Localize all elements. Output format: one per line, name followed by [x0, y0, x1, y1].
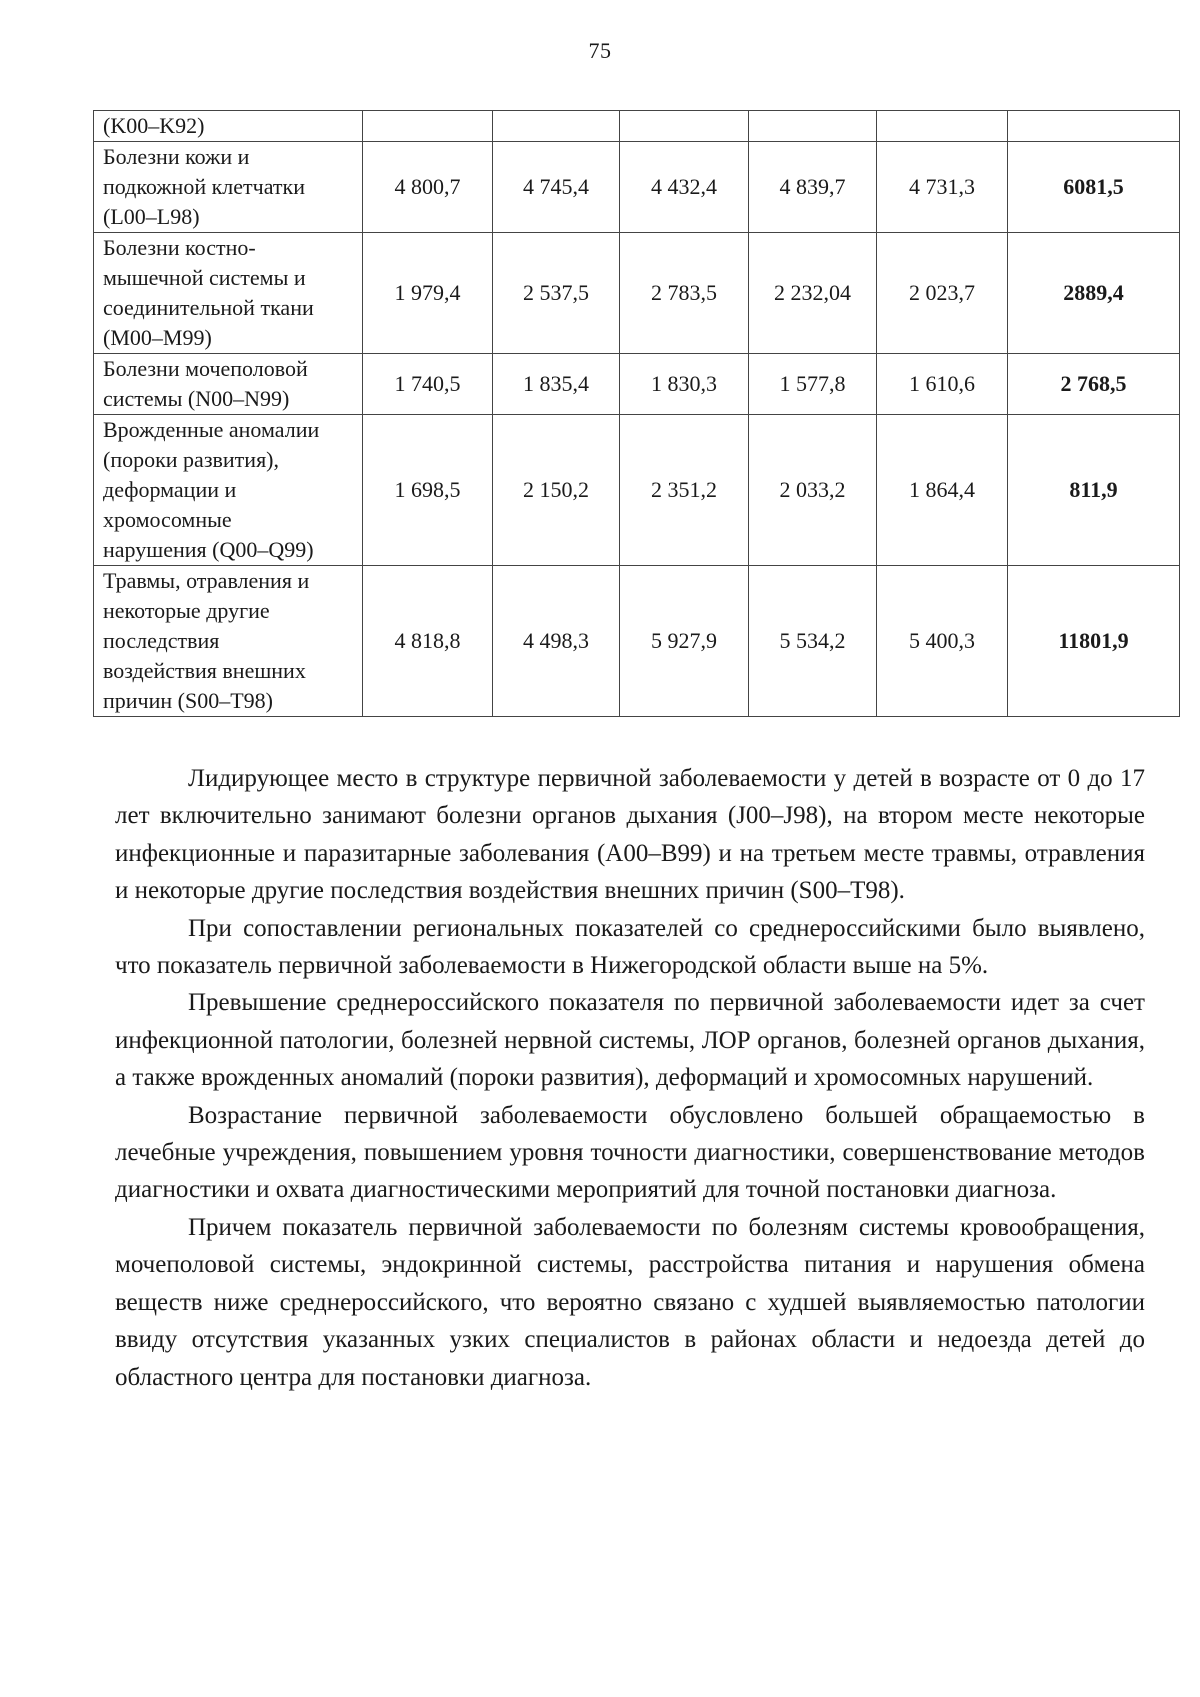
value-cell: 1 835,4	[493, 354, 620, 415]
total-cell: 11801,9	[1008, 566, 1180, 717]
table-row	[94, 354, 1180, 415]
total-cell: 6081,5	[1008, 142, 1180, 233]
page-number: 75	[588, 38, 612, 63]
value-cell	[620, 111, 749, 142]
value-cell: 4 498,3	[493, 566, 620, 717]
value-cell: 2 232,04	[749, 233, 877, 354]
table-row	[94, 233, 1180, 354]
value-cell: 1 698,5	[363, 415, 493, 566]
value-cell	[749, 111, 877, 142]
paragraph: Превышение среднероссийского показателя по первичной заболеваемости идет за счет инфекционной патологии, болезней нервной системы, ЛОР органов, болезней органов дыхания, а также врожденных аномалий (пороки развития), деформаций и хромосомных нарушений.	[115, 989, 1145, 1092]
value-cell: 1 610,6	[877, 354, 1008, 415]
value-cell: 5 927,9	[620, 566, 749, 717]
value-cell: 1 740,5	[363, 354, 493, 415]
total-cell: 2 768,5	[1008, 354, 1180, 415]
value-cell: 2 783,5	[620, 233, 749, 354]
total-cell: 811,9	[1008, 415, 1180, 566]
value-cell: 2 033,2	[749, 415, 877, 566]
value-cell: 4 432,4	[620, 142, 749, 233]
paragraph: Лидирующее место в структуре первичной заболеваемости у детей в возрасте от 0 до 17 лет включительно занимают болезни органов дыхания (J00–J98), на втором месте некоторые инфекционные и паразитарные заболевания (A00–B99) и на третьем месте травмы, отравления и некоторые другие последствия воздействия внешних причин (S00–T98).	[115, 765, 1145, 905]
value-cell	[363, 111, 493, 142]
value-cell: 4 731,3	[877, 142, 1008, 233]
table-row	[94, 415, 1180, 566]
paragraph: Возрастание первичной заболеваемости обусловлено большей обращаемостью в лечебные учреждения, повышением уровня точности диагностики, совершенствование методов диагностики и охвата диагностическими мероприятий для точной постановки диагноза.	[115, 1101, 1145, 1204]
value-cell: 4 818,8	[363, 566, 493, 717]
row-label: Врожденные аномалии (пороки развития), деформации и хромосомные нарушения (Q00–Q99)	[94, 415, 363, 566]
value-cell: 1 577,8	[749, 354, 877, 415]
value-cell: 4 745,4	[493, 142, 620, 233]
value-cell: 5 400,3	[877, 566, 1008, 717]
value-cell: 1 979,4	[363, 233, 493, 354]
value-cell: 2 351,2	[620, 415, 749, 566]
value-cell: 2 537,5	[493, 233, 620, 354]
row-label: Болезни кожи и подкожной клетчатки (L00–L98)	[94, 142, 363, 233]
row-label: Болезни костно- мышечной системы и соединительной ткани (M00–M99)	[94, 233, 363, 354]
value-cell: 2 023,7	[877, 233, 1008, 354]
paragraph: При сопоставлении региональных показателей со среднероссийскими было выявлено, что показатель первичной заболеваемости в Нижегородской области выше на 5%.	[115, 914, 1145, 980]
value-cell: 1 864,4	[877, 415, 1008, 566]
value-cell	[877, 111, 1008, 142]
value-cell: 1 830,3	[620, 354, 749, 415]
total-cell	[1008, 111, 1180, 142]
paragraph: Причем показатель первичной заболеваемости по болезням системы кровообращения, мочеполовой системы, эндокринной системы, расстройства питания и нарушения обмена веществ ниже среднероссийского, что вероятно связано с худшей выявляемостью патологии ввиду отсутствия указанных узких специалистов в районах области и недоезда детей до областного центра для постановки диагноза.	[115, 1213, 1145, 1391]
row-label: Травмы, отравления и некоторые другие последствия воздействия внешних причин (S00–T98)	[94, 566, 363, 717]
value-cell	[493, 111, 620, 142]
total-cell: 2889,4	[1008, 233, 1180, 354]
value-cell: 4 800,7	[363, 142, 493, 233]
morbidity-table	[93, 110, 1180, 717]
value-cell: 2 150,2	[493, 415, 620, 566]
value-cell: 5 534,2	[749, 566, 877, 717]
table-row	[94, 111, 1180, 142]
row-label: Болезни мочеполовой системы (N00–N99)	[94, 354, 363, 415]
table-row	[94, 566, 1180, 717]
value-cell: 4 839,7	[749, 142, 877, 233]
body-text	[115, 760, 1145, 1396]
row-label: (K00–K92)	[94, 111, 363, 142]
table-row	[94, 142, 1180, 233]
